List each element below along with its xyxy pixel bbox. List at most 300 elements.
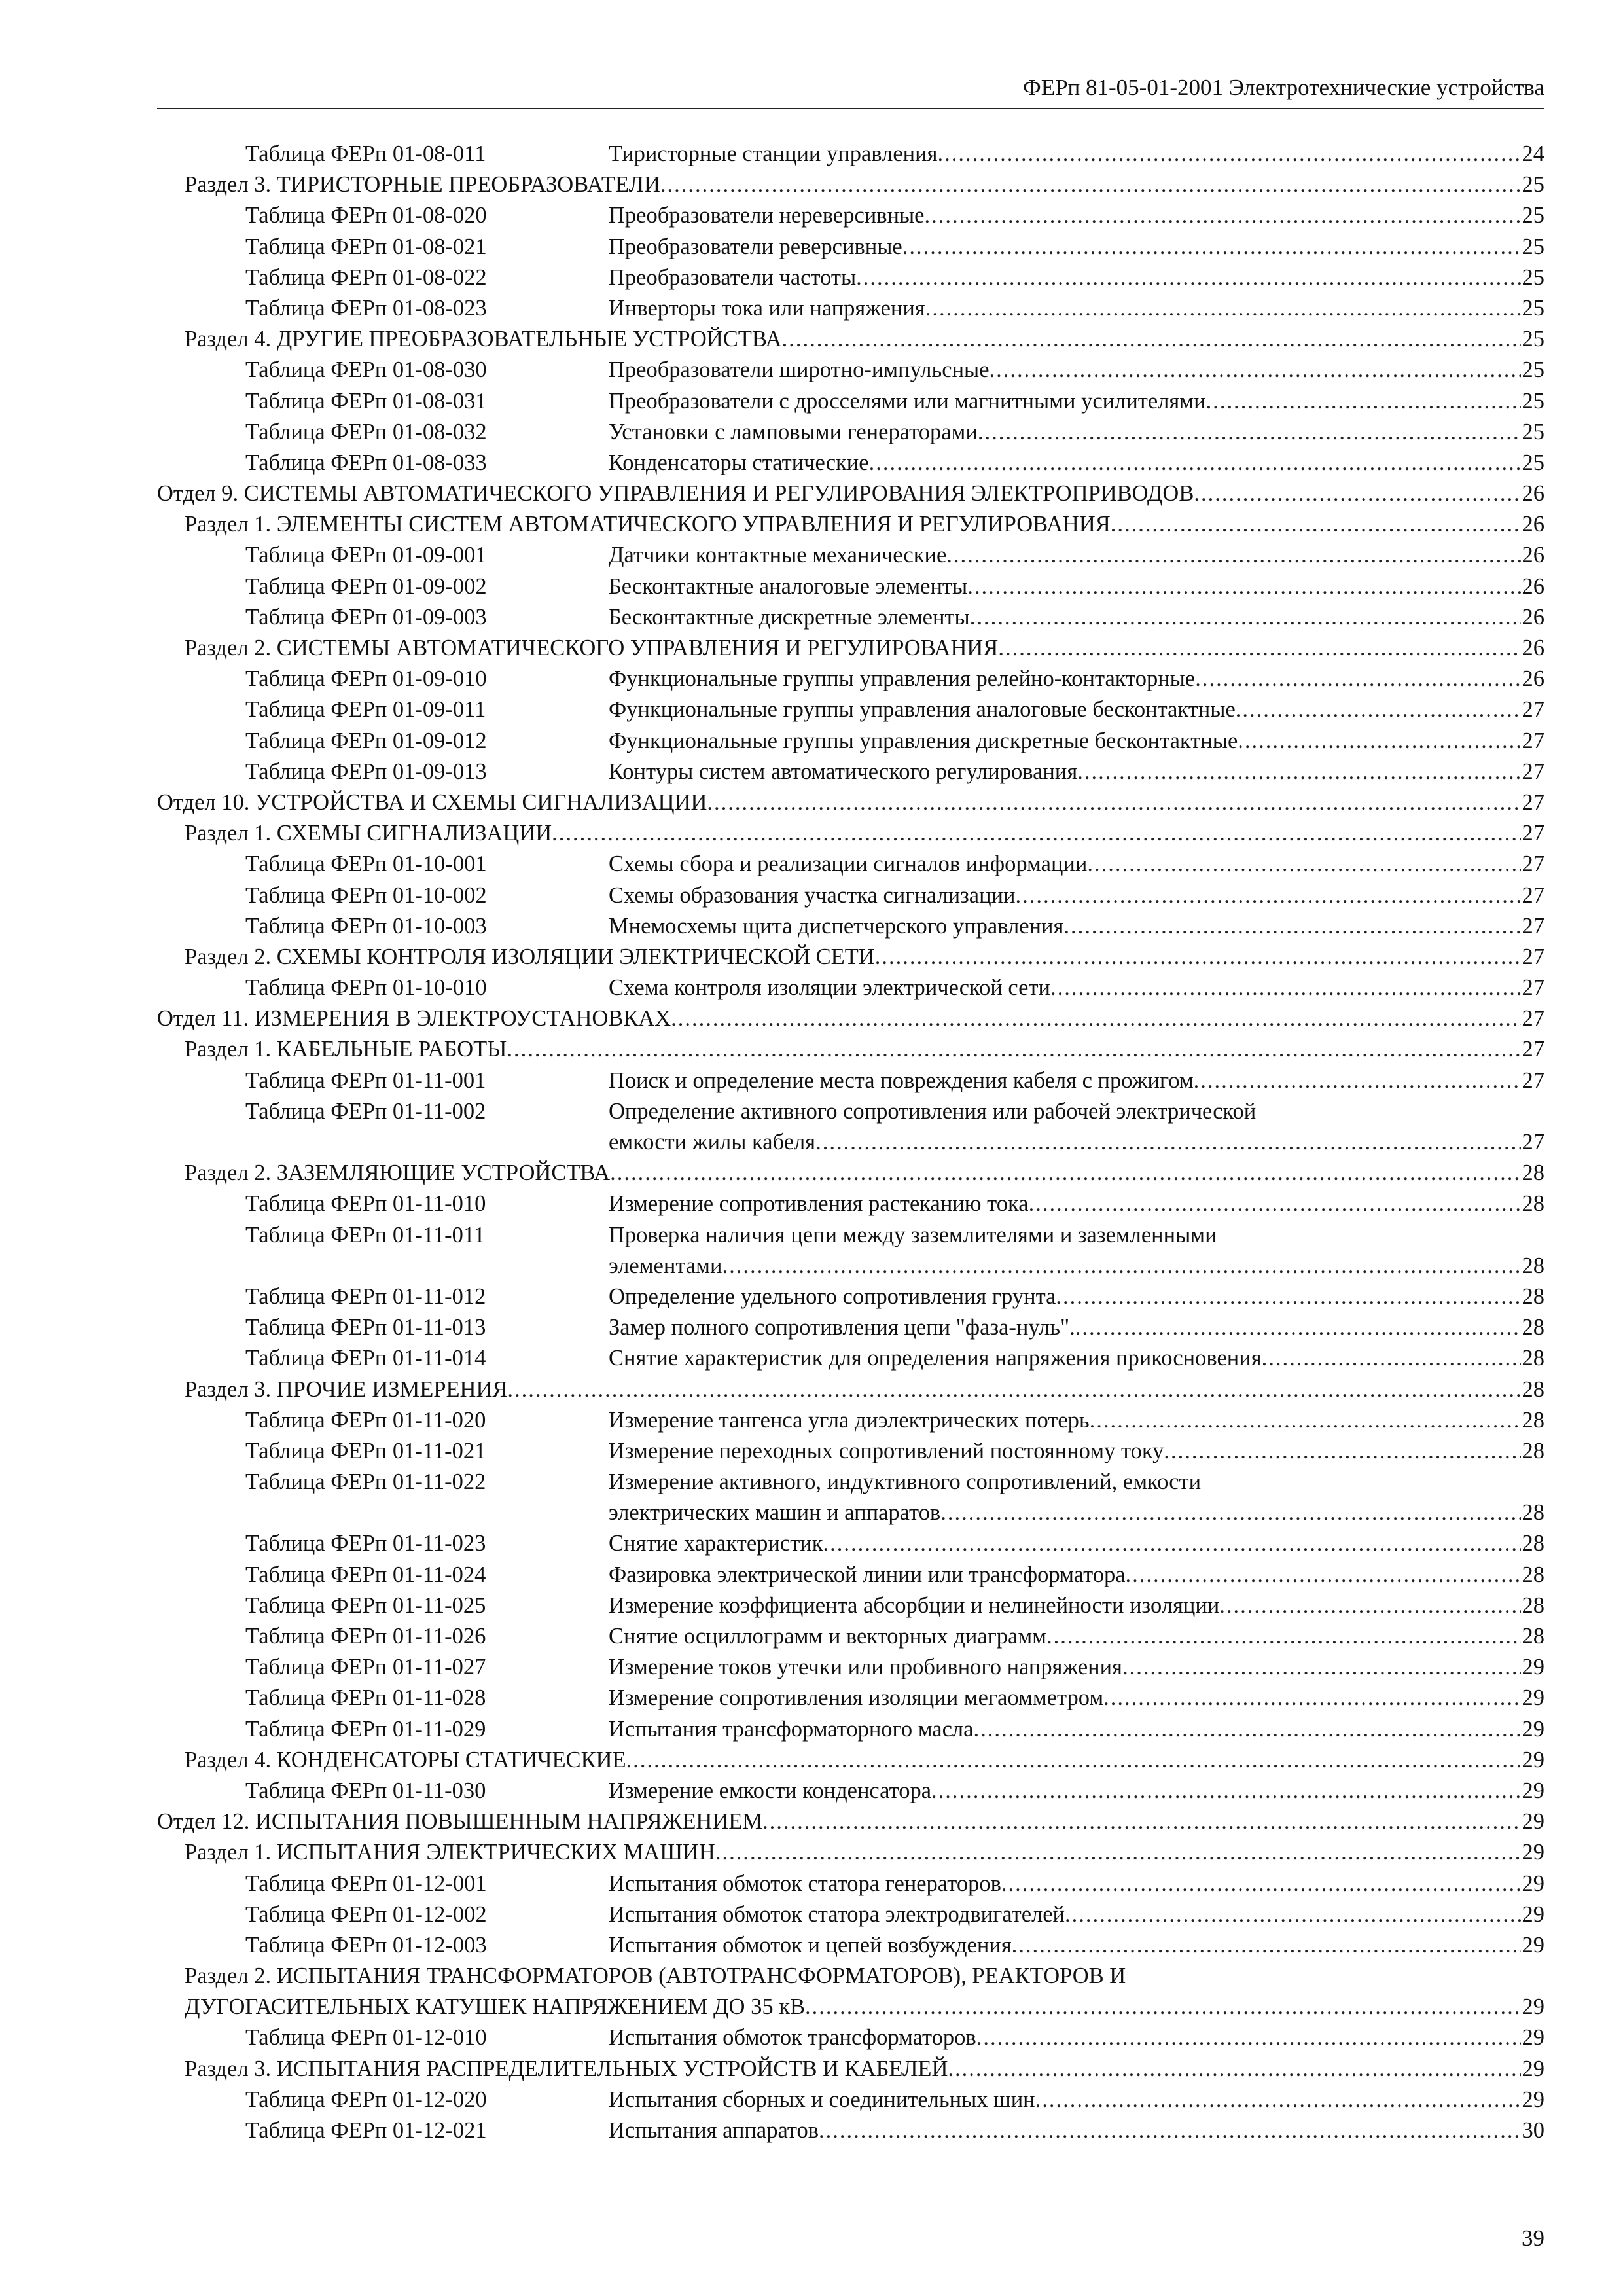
table-code: Таблица ФЕРп 01-11-028 xyxy=(245,1685,486,1711)
toc-page-number: 29 xyxy=(1522,1747,1544,1772)
toc-table-title-line1: Измерение активного, индуктивного сопротивлений, емкости xyxy=(609,1469,1202,1495)
dot-leader xyxy=(1219,1590,1520,1621)
dot-leader xyxy=(805,1992,1521,2022)
toc-row-table xyxy=(157,1621,1544,1652)
table-of-contents xyxy=(157,139,1544,2146)
toc-table-entry[interactable] xyxy=(609,2115,1544,2146)
toc-table-entry-title: Бесконтактные дискретные элементы xyxy=(609,604,970,630)
dot-leader xyxy=(1077,757,1520,787)
toc-row-section xyxy=(157,1961,1544,1992)
toc-table-entry[interactable] xyxy=(609,757,1544,787)
toc-table-entry[interactable] xyxy=(609,726,1544,757)
toc-page-number: 28 xyxy=(1522,1283,1544,1309)
toc-page-number: 25 xyxy=(1522,234,1544,259)
toc-row-table xyxy=(157,726,1544,757)
toc-row-table xyxy=(157,293,1544,324)
toc-table-entry-title: элементами xyxy=(609,1253,722,1278)
toc-row-table xyxy=(157,1683,1544,1713)
dot-leader xyxy=(507,1034,1520,1065)
toc-row-section xyxy=(157,1837,1544,1868)
toc-row-section xyxy=(157,1158,1544,1189)
toc-page-number: 29 xyxy=(1522,1840,1544,1865)
toc-table-entry-title: Измерение сопротивления растеканию тока xyxy=(609,1191,1029,1217)
toc-row-table xyxy=(157,540,1544,571)
toc-department-entry-title: Отдел 10. УСТРОЙСТВА И СХЕМЫ СИГНАЛИЗАЦИИ xyxy=(157,789,707,815)
toc-table-entry[interactable] xyxy=(609,1590,1544,1621)
toc-row-table xyxy=(157,757,1544,787)
toc-page-number: 27 xyxy=(1522,1067,1544,1093)
running-header: ФЕРп 81-05-01-2001 Электротехнические устройства xyxy=(1023,75,1544,100)
toc-table-entry-title: Функциональные группы управления дискретные бесконтактные xyxy=(609,728,1238,753)
table-code: Таблица ФЕРп 01-12-020 xyxy=(245,2087,487,2112)
dot-leader xyxy=(937,139,1520,170)
toc-table-entry[interactable] xyxy=(609,1869,1544,1899)
toc-table-entry-title: Инверторы тока или напряжения xyxy=(609,295,925,321)
toc-row-section xyxy=(157,324,1544,355)
table-code: Таблица ФЕРп 01-11-029 xyxy=(245,1716,486,1742)
toc-page-number: 28 xyxy=(1522,1160,1544,1186)
toc-table-entry-title: электрических машин и аппаратов xyxy=(609,1500,941,1526)
toc-section-entry-title: Раздел 3. ПРОЧИЕ ИЗМЕРЕНИЯ xyxy=(185,1376,508,1402)
dot-leader xyxy=(1126,1560,1521,1590)
toc-table-entry[interactable] xyxy=(609,293,1544,324)
toc-page-number: 24 xyxy=(1522,141,1544,166)
toc-table-entry[interactable] xyxy=(609,1776,1544,1806)
toc-table-entry[interactable] xyxy=(609,139,1544,170)
table-code: Таблица ФЕРп 01-11-021 xyxy=(245,1438,486,1463)
toc-department-entry-title: Отдел 9. СИСТЕМЫ АВТОМАТИЧЕСКОГО УПРАВЛЕНИЯ И РЕГУЛИРОВАНИЯ ЭЛЕКТРОПРИВОДОВ xyxy=(157,481,1194,507)
toc-row-table xyxy=(157,1189,1544,1219)
toc-department-entry-title: Отдел 12. ИСПЫТАНИЯ ПОВЫШЕННЫМ НАПРЯЖЕНИЕМ xyxy=(157,1809,763,1835)
toc-table-entry-title: Схема контроля изоляции электрической сети xyxy=(609,975,1051,1001)
toc-page-number: 29 xyxy=(1522,1716,1544,1742)
toc-section-entry[interactable] xyxy=(185,942,1544,973)
toc-page-number: 25 xyxy=(1522,327,1544,352)
toc-page-number: 26 xyxy=(1522,512,1544,537)
table-code: Таблица ФЕРп 01-10-002 xyxy=(245,882,487,908)
toc-row-table xyxy=(157,200,1544,231)
toc-page-number: 29 xyxy=(1522,1871,1544,1896)
toc-table-entry[interactable] xyxy=(609,386,1544,417)
toc-section-entry-title: ДУГОГАСИТЕЛЬНЫХ КАТУШЕК НАПРЯЖЕНИЕМ ДО 35 кВ xyxy=(185,1994,805,2020)
toc-row-section xyxy=(157,509,1544,540)
toc-table-entry[interactable] xyxy=(609,1312,1544,1343)
toc-row-table xyxy=(157,1776,1544,1806)
dot-leader xyxy=(1262,1343,1521,1374)
dot-leader xyxy=(823,1528,1521,1559)
toc-table-entry[interactable] xyxy=(609,1560,1544,1590)
toc-table-entry[interactable] xyxy=(609,911,1544,942)
toc-table-entry[interactable] xyxy=(609,1189,1544,1219)
toc-table-entry-title: Измерение токов утечки или пробивного напряжения xyxy=(609,1655,1122,1680)
toc-row-table xyxy=(157,1220,1544,1251)
dot-leader xyxy=(948,2054,1520,2085)
toc-table-entry[interactable] xyxy=(609,1066,1544,1096)
toc-table-entry[interactable] xyxy=(609,232,1544,262)
toc-row-table xyxy=(157,1096,1544,1127)
toc-section-entry[interactable] xyxy=(185,509,1544,540)
toc-row-section xyxy=(157,1034,1544,1065)
table-code: Таблица ФЕРп 01-09-013 xyxy=(245,759,487,784)
toc-page-number: 25 xyxy=(1522,172,1544,198)
toc-page-number: 27 xyxy=(1522,821,1544,846)
toc-page-number: 25 xyxy=(1522,203,1544,228)
dot-leader xyxy=(1087,849,1520,880)
toc-page-number: 27 xyxy=(1522,944,1544,969)
toc-page-number: 26 xyxy=(1522,481,1544,507)
dot-leader xyxy=(1195,664,1520,694)
toc-row-table xyxy=(157,602,1544,633)
dot-leader xyxy=(722,1251,1520,1282)
toc-row-table xyxy=(157,2022,1544,2053)
toc-table-entry[interactable] xyxy=(609,1282,1544,1312)
toc-page-number: 29 xyxy=(1522,1655,1544,1680)
toc-page-number: 27 xyxy=(1522,789,1544,815)
toc-page-number: 27 xyxy=(1522,975,1544,1001)
toc-table-entry-title: Фазировка электрической линии или трансформатора xyxy=(609,1562,1126,1587)
dot-leader xyxy=(1238,726,1520,757)
toc-row-table xyxy=(157,448,1544,478)
toc-section-entry[interactable] xyxy=(185,1034,1544,1065)
dot-leader xyxy=(1194,478,1520,509)
toc-row-table xyxy=(157,1436,1544,1467)
toc-row-table xyxy=(157,1528,1544,1559)
toc-row-section xyxy=(157,633,1544,664)
dot-leader xyxy=(976,2022,1521,2053)
toc-page-number: 28 xyxy=(1522,1315,1544,1340)
table-code: Таблица ФЕРп 01-08-022 xyxy=(245,264,487,290)
toc-table-entry-title: Испытания трансформаторного масла xyxy=(609,1716,974,1742)
toc-table-entry[interactable] xyxy=(609,602,1544,633)
table-code: Таблица ФЕРп 01-12-001 xyxy=(245,1871,487,1896)
toc-section-entry-title: Раздел 1. СХЕМЫ СИГНАЛИЗАЦИИ xyxy=(185,821,552,846)
toc-page-number: 28 xyxy=(1522,1376,1544,1402)
toc-section-entry[interactable] xyxy=(185,170,1544,200)
toc-page-number: 29 xyxy=(1522,1932,1544,1958)
dot-leader xyxy=(1046,1621,1521,1652)
toc-row-table xyxy=(157,880,1544,911)
dot-leader xyxy=(507,1374,1520,1405)
toc-table-entry-title: Снятие осциллограмм и векторных диаграмм xyxy=(609,1624,1046,1649)
toc-section-entry-title: Раздел 4. ДРУГИЕ ПРЕОБРАЗОВАТЕЛЬНЫЕ УСТРОЙСТВА xyxy=(185,327,782,352)
toc-page-number: 27 xyxy=(1522,697,1544,723)
dot-leader xyxy=(1065,1899,1520,1930)
dot-leader xyxy=(1001,1869,1521,1899)
header-rule xyxy=(157,108,1544,109)
toc-row-table xyxy=(157,1899,1544,1930)
toc-row-table xyxy=(157,1312,1544,1343)
toc-section-entry[interactable] xyxy=(185,1374,1544,1405)
toc-row-table xyxy=(157,355,1544,386)
toc-table-entry-title: Измерение переходных сопротивлений постоянному току xyxy=(609,1438,1164,1463)
dot-leader xyxy=(610,1158,1520,1189)
toc-row-department xyxy=(157,478,1544,509)
table-code: Таблица ФЕРп 01-08-030 xyxy=(245,357,487,383)
dot-leader xyxy=(1075,1312,1521,1343)
toc-department-entry[interactable] xyxy=(157,1003,1544,1034)
toc-table-entry[interactable] xyxy=(609,200,1544,231)
toc-row-section xyxy=(157,2054,1544,2085)
table-code: Таблица ФЕРп 01-08-011 xyxy=(245,141,486,166)
toc-row-table-cont xyxy=(157,1498,1544,1528)
toc-row-table xyxy=(157,2115,1544,2146)
table-code: Таблица ФЕРп 01-11-027 xyxy=(245,1655,486,1680)
toc-table-entry[interactable] xyxy=(609,2085,1544,2115)
toc-row-table xyxy=(157,1282,1544,1312)
toc-table-entry[interactable] xyxy=(609,448,1544,478)
toc-section-entry-title: Раздел 3. ИСПЫТАНИЯ РАСПРЕДЕЛИТЕЛЬНЫХ УСТРОЙСТВ И КАБЕЛЕЙ xyxy=(185,2056,948,2081)
table-code: Таблица ФЕРп 01-10-003 xyxy=(245,913,487,939)
toc-table-entry[interactable] xyxy=(609,2022,1544,2053)
toc-row-table xyxy=(157,1343,1544,1374)
toc-row-section xyxy=(157,1374,1544,1405)
table-code: Таблица ФЕРп 01-08-023 xyxy=(245,295,487,321)
table-code: Таблица ФЕРп 01-11-013 xyxy=(245,1315,486,1340)
toc-page-number: 27 xyxy=(1522,1130,1544,1155)
toc-table-entry[interactable] xyxy=(609,1528,1544,1559)
toc-table-entry-title: Определение удельного сопротивления грунта xyxy=(609,1283,1056,1309)
toc-table-entry[interactable] xyxy=(609,1127,1544,1158)
table-code: Таблица ФЕРп 01-11-023 xyxy=(245,1531,486,1556)
toc-row-department xyxy=(157,787,1544,818)
table-code: Таблица ФЕРп 01-11-014 xyxy=(245,1346,486,1371)
toc-page-number: 25 xyxy=(1522,264,1544,290)
dot-leader xyxy=(819,2115,1520,2146)
toc-table-entry-title: Преобразователи широтно-импульсные xyxy=(609,357,990,383)
toc-row-table xyxy=(157,1590,1544,1621)
toc-row-table xyxy=(157,911,1544,942)
toc-table-entry-title: емкости жилы кабеля xyxy=(609,1130,816,1155)
dot-leader xyxy=(875,942,1521,973)
toc-table-entry-title: Установки с ламповыми генераторами xyxy=(609,419,978,444)
toc-table-entry-title: Снятие характеристик для определения напряжения прикосновения xyxy=(609,1346,1262,1371)
dot-leader xyxy=(815,1127,1520,1158)
toc-table-entry-title: Испытания обмоток трансформаторов xyxy=(609,2025,976,2051)
toc-page-number: 25 xyxy=(1522,388,1544,414)
toc-page-number: 28 xyxy=(1522,1531,1544,1556)
toc-table-entry[interactable] xyxy=(609,571,1544,602)
dot-leader xyxy=(782,324,1521,355)
toc-section-entry-title: Раздел 1. КАБЕЛЬНЫЕ РАБОТЫ xyxy=(185,1037,507,1062)
toc-table-entry[interactable] xyxy=(609,1930,1544,1961)
toc-page-number: 28 xyxy=(1522,1562,1544,1587)
toc-section-entry[interactable] xyxy=(185,1745,1544,1776)
toc-page-number: 27 xyxy=(1522,759,1544,784)
toc-row-section xyxy=(157,170,1544,200)
dot-leader xyxy=(869,448,1521,478)
toc-section-entry[interactable] xyxy=(185,1992,1544,2022)
toc-page-number: 29 xyxy=(1522,1685,1544,1711)
toc-page-number: 27 xyxy=(1522,913,1544,939)
toc-section-entry-title: Раздел 2. СИСТЕМЫ АВТОМАТИЧЕСКОГО УПРАВЛЕНИЯ И РЕГУЛИРОВАНИЯ xyxy=(185,636,999,660)
toc-page-number: 27 xyxy=(1522,1037,1544,1062)
toc-section-entry[interactable] xyxy=(185,2054,1544,2085)
toc-section-entry[interactable] xyxy=(185,633,1544,664)
table-code: Таблица ФЕРп 01-08-020 xyxy=(245,203,487,228)
toc-table-entry-title: Мнемосхемы щита диспетчерского управления xyxy=(609,913,1064,939)
toc-section-entry-title: Раздел 4. КОНДЕНСАТОРЫ СТАТИЧЕСКИЕ xyxy=(185,1747,626,1772)
toc-row-table xyxy=(157,1652,1544,1683)
table-code: Таблица ФЕРп 01-11-025 xyxy=(245,1592,486,1618)
toc-table-entry-title: Преобразователи частоты xyxy=(609,264,857,290)
table-code: Таблица ФЕРп 01-10-010 xyxy=(245,975,487,1001)
toc-table-entry[interactable] xyxy=(609,417,1544,448)
dot-leader xyxy=(1050,973,1520,1003)
dot-leader xyxy=(1164,1436,1520,1467)
toc-page-number: 29 xyxy=(1522,1809,1544,1835)
toc-page-number: 28 xyxy=(1522,1346,1544,1371)
toc-page-number: 29 xyxy=(1522,2056,1544,2081)
toc-row-table xyxy=(157,1560,1544,1590)
table-code: Таблица ФЕРп 01-11-001 xyxy=(245,1067,486,1093)
toc-department-entry-title: Отдел 11. ИЗМЕРЕНИЯ В ЭЛЕКТРОУСТАНОВКАХ xyxy=(157,1006,671,1031)
toc-table-entry-title: Испытания обмоток и цепей возбуждения xyxy=(609,1932,1012,1958)
table-code: Таблица ФЕРп 01-08-031 xyxy=(245,388,487,414)
table-code: Таблица ФЕРп 01-09-001 xyxy=(245,543,487,568)
dot-leader xyxy=(1012,1930,1521,1961)
dot-leader xyxy=(1236,694,1521,725)
dot-leader xyxy=(967,571,1520,602)
dot-leader xyxy=(998,633,1520,664)
toc-row-table xyxy=(157,386,1544,417)
toc-table-entry[interactable] xyxy=(609,880,1544,911)
toc-page-number: 26 xyxy=(1522,604,1544,630)
toc-table-entry[interactable] xyxy=(609,694,1544,725)
toc-page-number: 28 xyxy=(1522,1592,1544,1618)
toc-section-entry[interactable] xyxy=(185,818,1544,849)
toc-table-entry-title: Преобразователи реверсивные xyxy=(609,234,902,259)
dot-leader xyxy=(1206,386,1521,417)
table-code: Таблица ФЕРп 01-12-010 xyxy=(245,2025,487,2051)
toc-table-entry[interactable] xyxy=(609,973,1544,1003)
dot-leader xyxy=(856,262,1520,293)
toc-department-entry[interactable] xyxy=(157,478,1544,509)
toc-row-table xyxy=(157,973,1544,1003)
toc-table-entry[interactable] xyxy=(609,1251,1544,1282)
dot-leader xyxy=(1111,509,1521,540)
toc-table-entry[interactable] xyxy=(609,1899,1544,1930)
toc-page-number: 29 xyxy=(1522,2025,1544,2051)
toc-section-entry-title: Раздел 3. ТИРИСТОРНЫЕ ПРЕОБРАЗОВАТЕЛИ xyxy=(185,172,660,198)
toc-row-table xyxy=(157,1930,1544,1961)
toc-row-table xyxy=(157,571,1544,602)
dot-leader xyxy=(1090,1405,1521,1436)
toc-table-entry-title: Схемы сбора и реализации сигналов информации xyxy=(609,852,1088,877)
dot-leader xyxy=(671,1003,1520,1034)
table-code: Таблица ФЕРп 01-09-003 xyxy=(245,604,487,630)
toc-table-entry-title: Измерение емкости конденсатора xyxy=(609,1778,932,1803)
toc-department-entry[interactable] xyxy=(157,787,1544,818)
toc-table-title-line1: Проверка наличия цепи между заземлителями и заземленными xyxy=(609,1222,1217,1247)
toc-table-entry[interactable] xyxy=(609,1621,1544,1652)
table-code: Таблица ФЕРп 01-09-002 xyxy=(245,573,487,599)
toc-page-number: 27 xyxy=(1522,852,1544,877)
toc-row-department xyxy=(157,1003,1544,1034)
dot-leader xyxy=(924,200,1520,231)
dot-leader xyxy=(715,1837,1521,1868)
table-code: Таблица ФЕРп 01-10-001 xyxy=(245,852,487,877)
toc-table-entry-title: Измерение тангенса угла диэлектрических потерь xyxy=(609,1407,1090,1433)
toc-table-entry[interactable] xyxy=(609,262,1544,293)
toc-page-number: 30 xyxy=(1522,2118,1544,2143)
toc-table-entry-title: Испытания обмоток статора электродвигателей xyxy=(609,1901,1065,1927)
toc-table-entry[interactable] xyxy=(609,1714,1544,1745)
toc-table-entry-title: Снятие характеристик xyxy=(609,1531,823,1556)
toc-section-entry[interactable] xyxy=(185,1837,1544,1868)
toc-table-entry-title: Преобразователи с дросселями или магнитными усилителями xyxy=(609,388,1206,414)
table-code: Таблица ФЕРп 01-12-021 xyxy=(245,2118,487,2143)
toc-section-entry-title: Раздел 1. ИСПЫТАНИЯ ЭЛЕКТРИЧЕСКИХ МАШИН xyxy=(185,1840,715,1865)
table-code: Таблица ФЕРп 01-12-002 xyxy=(245,1901,487,1927)
toc-section-entry-title: Раздел 2. ЗАЗЕМЛЯЮЩИЕ УСТРОЙСТВА xyxy=(185,1160,611,1186)
toc-section-entry[interactable] xyxy=(185,1158,1544,1189)
toc-table-entry-title: Функциональные группы управления релейно-контакторные xyxy=(609,666,1196,692)
toc-section-entry-title: Раздел 2. СХЕМЫ КОНТРОЛЯ ИЗОЛЯЦИИ ЭЛЕКТРИЧЕСКОЙ СЕТИ xyxy=(185,944,875,969)
dot-leader xyxy=(1015,880,1520,911)
toc-table-entry-title: Испытания сборных и соединительных шин xyxy=(609,2087,1035,2112)
toc-table-entry[interactable] xyxy=(609,664,1544,694)
toc-row-section xyxy=(157,1745,1544,1776)
table-code: Таблица ФЕРп 01-09-012 xyxy=(245,728,487,753)
toc-table-entry-title: Испытания аппаратов xyxy=(609,2118,819,2143)
toc-row-table xyxy=(157,1405,1544,1436)
toc-row-section xyxy=(157,942,1544,973)
table-code: Таблица ФЕРп 01-11-011 xyxy=(245,1222,486,1247)
toc-section-entry[interactable] xyxy=(185,324,1544,355)
toc-page-number: 26 xyxy=(1522,573,1544,599)
toc-table-entry-title: Замер полного сопротивления цепи "фаза-нуль". xyxy=(609,1315,1075,1340)
dot-leader xyxy=(973,1714,1520,1745)
toc-table-entry[interactable] xyxy=(609,540,1544,571)
toc-page-number: 27 xyxy=(1522,728,1544,753)
table-code: Таблица ФЕРп 01-09-011 xyxy=(245,697,486,723)
toc-table-entry[interactable] xyxy=(609,1436,1544,1467)
table-code: Таблица ФЕРп 01-11-030 xyxy=(245,1778,486,1803)
toc-page-number: 28 xyxy=(1522,1500,1544,1526)
toc-table-entry-title: Бесконтактные аналоговые элементы xyxy=(609,573,968,599)
dot-leader xyxy=(1103,1683,1520,1713)
dot-leader xyxy=(970,602,1521,633)
toc-table-entry[interactable] xyxy=(609,1498,1544,1528)
toc-table-entry[interactable] xyxy=(609,1405,1544,1436)
toc-table-entry-title: Измерение коэффициента абсорбции и нелинейности изоляции xyxy=(609,1592,1220,1618)
toc-table-entry-title: Функциональные группы управления аналоговые бесконтактные xyxy=(609,697,1236,723)
table-code: Таблица ФЕРп 01-11-002 xyxy=(245,1098,486,1124)
toc-row-table xyxy=(157,694,1544,725)
toc-page-number: 26 xyxy=(1522,666,1544,692)
table-code: Таблица ФЕРп 01-11-024 xyxy=(245,1562,486,1587)
toc-table-entry-title: Контуры систем автоматического регулирования xyxy=(609,759,1078,784)
toc-page-number: 25 xyxy=(1522,450,1544,475)
toc-page-number: 29 xyxy=(1522,1778,1544,1803)
toc-table-entry[interactable] xyxy=(609,1343,1544,1374)
toc-row-table xyxy=(157,262,1544,293)
page-number: 39 xyxy=(1522,2225,1544,2251)
toc-department-entry[interactable] xyxy=(157,1806,1544,1837)
toc-table-entry-title: Поиск и определение места повреждения кабеля с прожигом xyxy=(609,1067,1194,1093)
dot-leader xyxy=(946,540,1520,571)
toc-page-number: 29 xyxy=(1522,1994,1544,2020)
toc-table-entry-title: Датчики контактные механические xyxy=(609,543,947,568)
toc-row-table xyxy=(157,1066,1544,1096)
toc-table-entry[interactable] xyxy=(609,355,1544,386)
toc-row-table xyxy=(157,2085,1544,2115)
toc-table-entry[interactable] xyxy=(609,849,1544,880)
toc-table-entry-title: Испытания обмоток статора генераторов xyxy=(609,1871,1001,1896)
toc-table-entry[interactable] xyxy=(609,1652,1544,1683)
toc-page-number: 28 xyxy=(1522,1191,1544,1217)
toc-table-entry[interactable] xyxy=(609,1683,1544,1713)
